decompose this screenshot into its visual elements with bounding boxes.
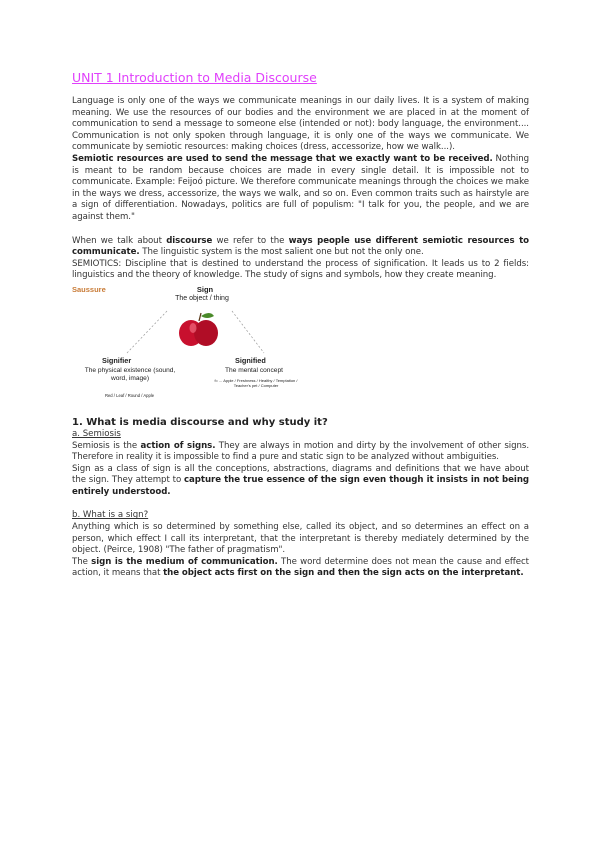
section-heading: 1. What is media discourse and why study it? xyxy=(72,416,328,428)
bold-text: discourse xyxy=(166,235,213,246)
text: The word determine does not mean the cause and effect action, it means that xyxy=(72,556,530,579)
apple-image xyxy=(179,313,218,346)
saussure-diagram xyxy=(72,285,322,413)
page-title: UNIT 1 Introduction to Media Discourse xyxy=(72,70,317,85)
paragraph-peirce: Anything which is so determined by something else, called its object, and so determines an effect on a person, which effect I call its interpretant, that the interpretant is thereby mediately determined by the object. (Peirce, 1908) "The father of pragmatism". xyxy=(72,522,529,556)
paragraph-semiosis xyxy=(72,441,529,464)
subsection-heading-semiosis: a. Semiosis xyxy=(72,428,121,439)
text: : Discipline that is destined to understand the process of signification. It leads us to 2 fields: linguistics and the theory of knowledge. The study of signs and symbols, how they create meaning. xyxy=(72,258,529,281)
bold-text: sign is the medium of communication. xyxy=(91,556,278,567)
text: Semiosis is the xyxy=(72,440,141,451)
text: When we talk about xyxy=(72,235,167,246)
bold-text: ways people use different semiotic resources to communicate. xyxy=(72,235,529,258)
signified-subtitle: The mental concept xyxy=(225,366,283,374)
document-page xyxy=(72,70,529,580)
signifier-subtitle: The physical existence (sound, word, image) xyxy=(84,366,176,383)
bold-text: capture the true essence of the sign even though it insists in not being entirely understood. xyxy=(72,475,529,497)
text: Sign as a class of sign is all the conceptions, abstractions, diagrams and definitions that we have about the sign. They attempt to xyxy=(72,463,529,486)
signified-title: Signified xyxy=(235,355,266,365)
text: The linguistic system is the most salient one but not the only one. xyxy=(139,247,424,258)
bold-text: action of signs. xyxy=(140,440,216,451)
paragraph-language: Language is only one of the ways we communicate meanings in our daily lives. It is a system of making meaning. We use the resources of our bodies and the environment we are placed in at the moment of communication to send a message to someone else (intended or not): body language, the environment.... Communication is not only spoken through language, it is only one of the ways we communicate. We communicate by semiotic resources: making choices (dress, accessorize, how we walk...). xyxy=(72,96,529,153)
paragraph-discourse xyxy=(72,236,529,259)
sign-subtitle: The object / thing xyxy=(175,294,229,302)
paragraph-semiotic-resources xyxy=(72,154,529,224)
text: They are always in motion and dirty by the involvement of other signs. Therefore in reality it is impossible to find a pure and static sign to be analyzed without ambiguities. xyxy=(72,440,529,463)
signifier-title: Signifier xyxy=(102,355,132,365)
text: we refer to the xyxy=(212,235,289,246)
saussure-label: Saussure xyxy=(72,284,106,294)
paragraph-sign-class xyxy=(72,464,529,499)
bold-text: Semiotic resources are used to send the message that we exactly want to be received. xyxy=(72,153,493,164)
text: Nothing is meant to be random because choices are made in every single detail. It is impossible not to communicate. Example: Feijoó picture. We therefore communicate meanings through the choices we make in the ways we dress, accessorize, the ways we walk, and so on. Even common traits such as hairstyle are a sign of differentiation. Nowadays, politics are full of populism: "I talk for you, the people, and we are against them." xyxy=(72,153,530,222)
bold-text: the object acts first on the sign and then the sign acts on the interpretant. xyxy=(163,568,524,579)
text: The xyxy=(72,556,92,567)
paragraph-semiotics xyxy=(72,259,529,282)
signifier-examples: Red / Leaf / Round / Apple xyxy=(104,392,155,398)
text: SEMIOTICS xyxy=(72,258,119,269)
sign-title: Sign xyxy=(196,284,214,294)
subsection-heading-sign: b. What is a sign? xyxy=(72,510,149,521)
signified-examples: f= ... Apple / Freshness / Healthy / Temptation / Teacher's pet / Computer xyxy=(214,377,298,389)
paragraph-medium xyxy=(72,557,529,580)
